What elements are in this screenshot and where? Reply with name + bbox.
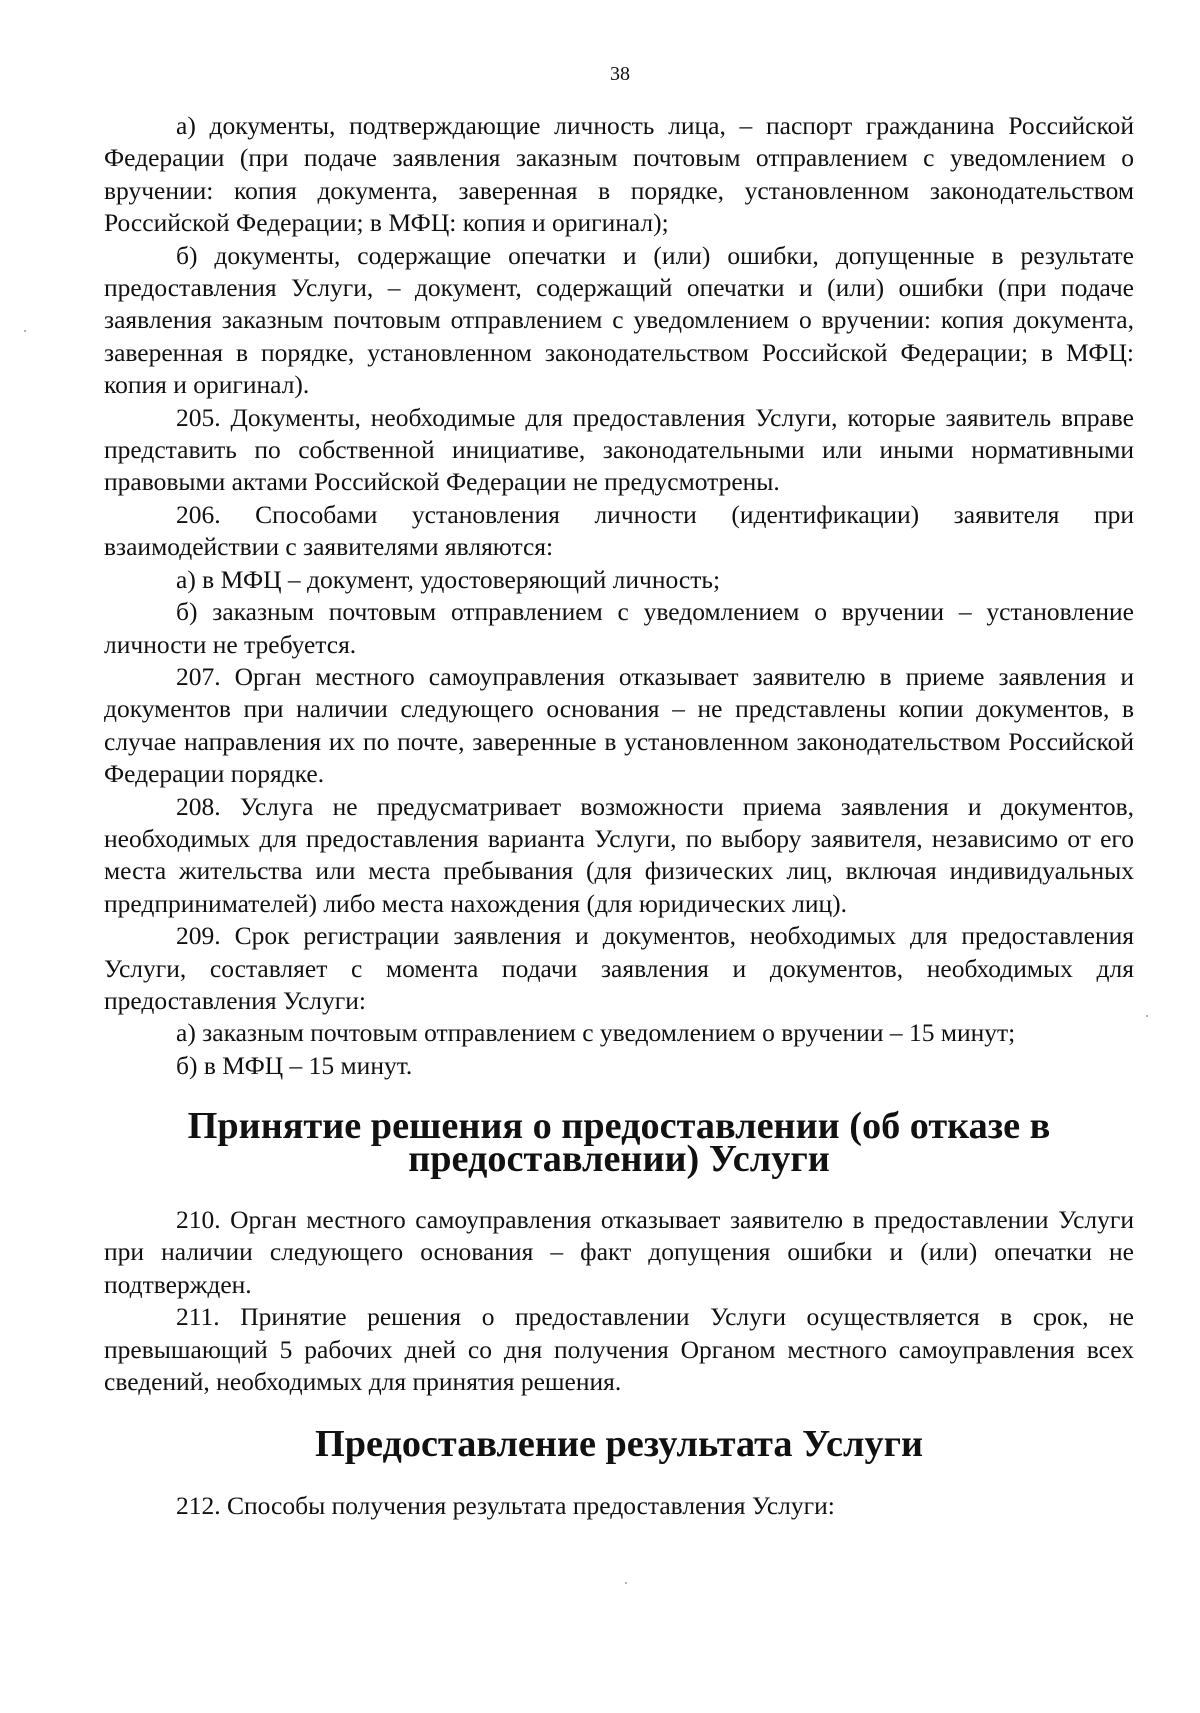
section-heading-decision: Принятие решения о предоставлении (об отказе в предоставлении) Услуги (187, 1105, 1051, 1180)
paragraph-207: 207. Орган местного самоуправления отказывает заявителю в приеме заявления и документов при наличии следующего основания – не представлены копии документов, в случае направления их по почте, заверенные в установленном законодательством Российской Федерации порядке. (104, 661, 1134, 789)
paragraph-204a: а) документы, подтверждающие личность лица, – паспорт гражданина Российской Федерации (при подаче заявления заказным почтовым отправлением с уведомлением о вручении: копия документа, заверенная в порядке, установленном законодательством Российской Федерации; в МФЦ: копия и оригинал); (104, 111, 1134, 238)
paragraph-210: 210. Орган местного самоуправления отказывает заявителю в предоставлении Услуги при наличии следующего основания – факт допущения ошибки и (или) опечатки не подтвержден. (104, 1205, 1134, 1299)
paragraph-204b: б) документы, содержащие опечатки и (или) ошибки, допущенные в результате предоставления Услуги, – документ, содержащий опечатки и (или) ошибки (при подаче заявления заказным почтовым отправлением с уведомлением о вручении: копия документа, заверенная в порядке, установленном законодательством Российской Федерации; в МФЦ: копия и оригинал). (104, 240, 1134, 400)
scan-speck (625, 1582, 627, 1584)
paragraph-209a: а) заказным почтовым отправлением с уведомлением о вручении – 15 минут; (176, 1018, 1016, 1048)
paragraph-205: 205. Документы, необходимые для предоставления Услуги, которые заявитель вправе представить по собственной инициативе, законодательными или иными нормативными правовыми актами Российской Федерации не предусмотрены. (104, 402, 1134, 497)
paragraph-206: 206. Способами установления личности (идентификации) заявителя при взаимодействии с заявителями являются: (104, 499, 1134, 562)
paragraph-209: 209. Срок регистрации заявления и документов, необходимых для предоставления Услуги, составляет с момента подачи заявления и документов, необходимых для предоставления Услуги: (104, 921, 1134, 1015)
paragraph-206b: б) заказным почтовым отправлением с уведомлением о вручении – установление личности не требуется. (104, 597, 1134, 659)
paragraph-209b: б) в МФЦ – 15 минут. (176, 1050, 413, 1080)
page-number: 38 (610, 63, 630, 85)
paragraph-211: 211. Принятие решения о предоставлении Услуги осуществляется в срок, не превышающий 5 рабочих дней со дня получения Органом местного самоуправления всех сведений, необходимых для принятия решения. (104, 1302, 1134, 1397)
section-heading-result: Предоставление результата Услуги (314, 1423, 923, 1466)
scan-speck (1146, 1015, 1148, 1017)
document-body (104, 110, 1134, 1522)
paragraph-208: 208. Услуга не предусматривает возможности приема заявления и документов, необходимых для предоставления варианта Услуги, по выбору заявителя, независимо от его места жительства или места пребывания (для физических лиц, включая индивидуальных предпринимателей) либо места нахождения (для юридических лиц). (104, 791, 1134, 918)
paragraph-206a: а) в МФЦ – документ, удостоверяющий личность; (176, 564, 721, 594)
paragraph-212: 212. Способы получения результата предоставления Услуги: (176, 1490, 835, 1520)
scan-speck (24, 330, 26, 332)
